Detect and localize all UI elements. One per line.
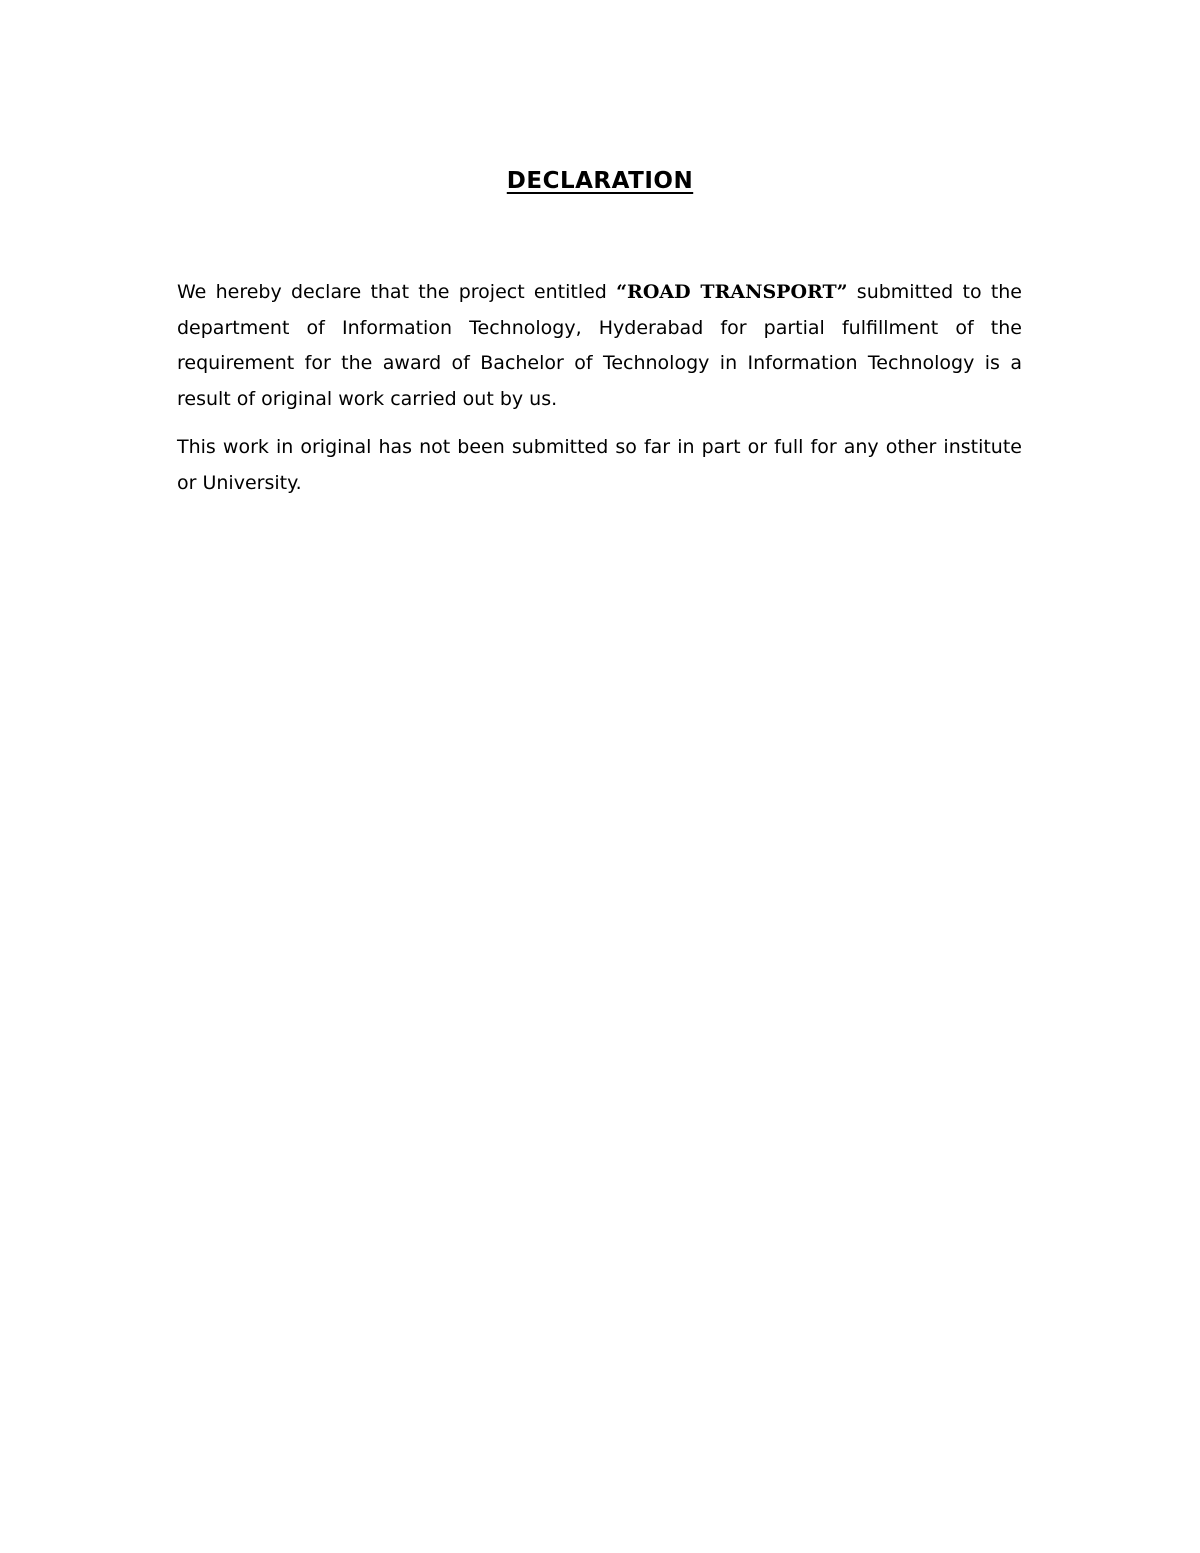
project-title: “ROAD TRANSPORT” [616, 281, 848, 303]
declaration-paragraph [177, 275, 1022, 417]
paragraph-text-end: submitted to the department of Information Technology, Hyderabad for partial fulfillment of the requirement for the award of Bachelor of Technology in Information Technology is a result of original work carried out by us. [177, 281, 1022, 410]
page-title: DECLARATION [506, 168, 694, 194]
paragraph-text-start: We hereby declare that the project entitled [177, 281, 617, 303]
originality-paragraph: This work in original has not been submitted so far in part or full for any other institute or University. [177, 436, 1022, 494]
